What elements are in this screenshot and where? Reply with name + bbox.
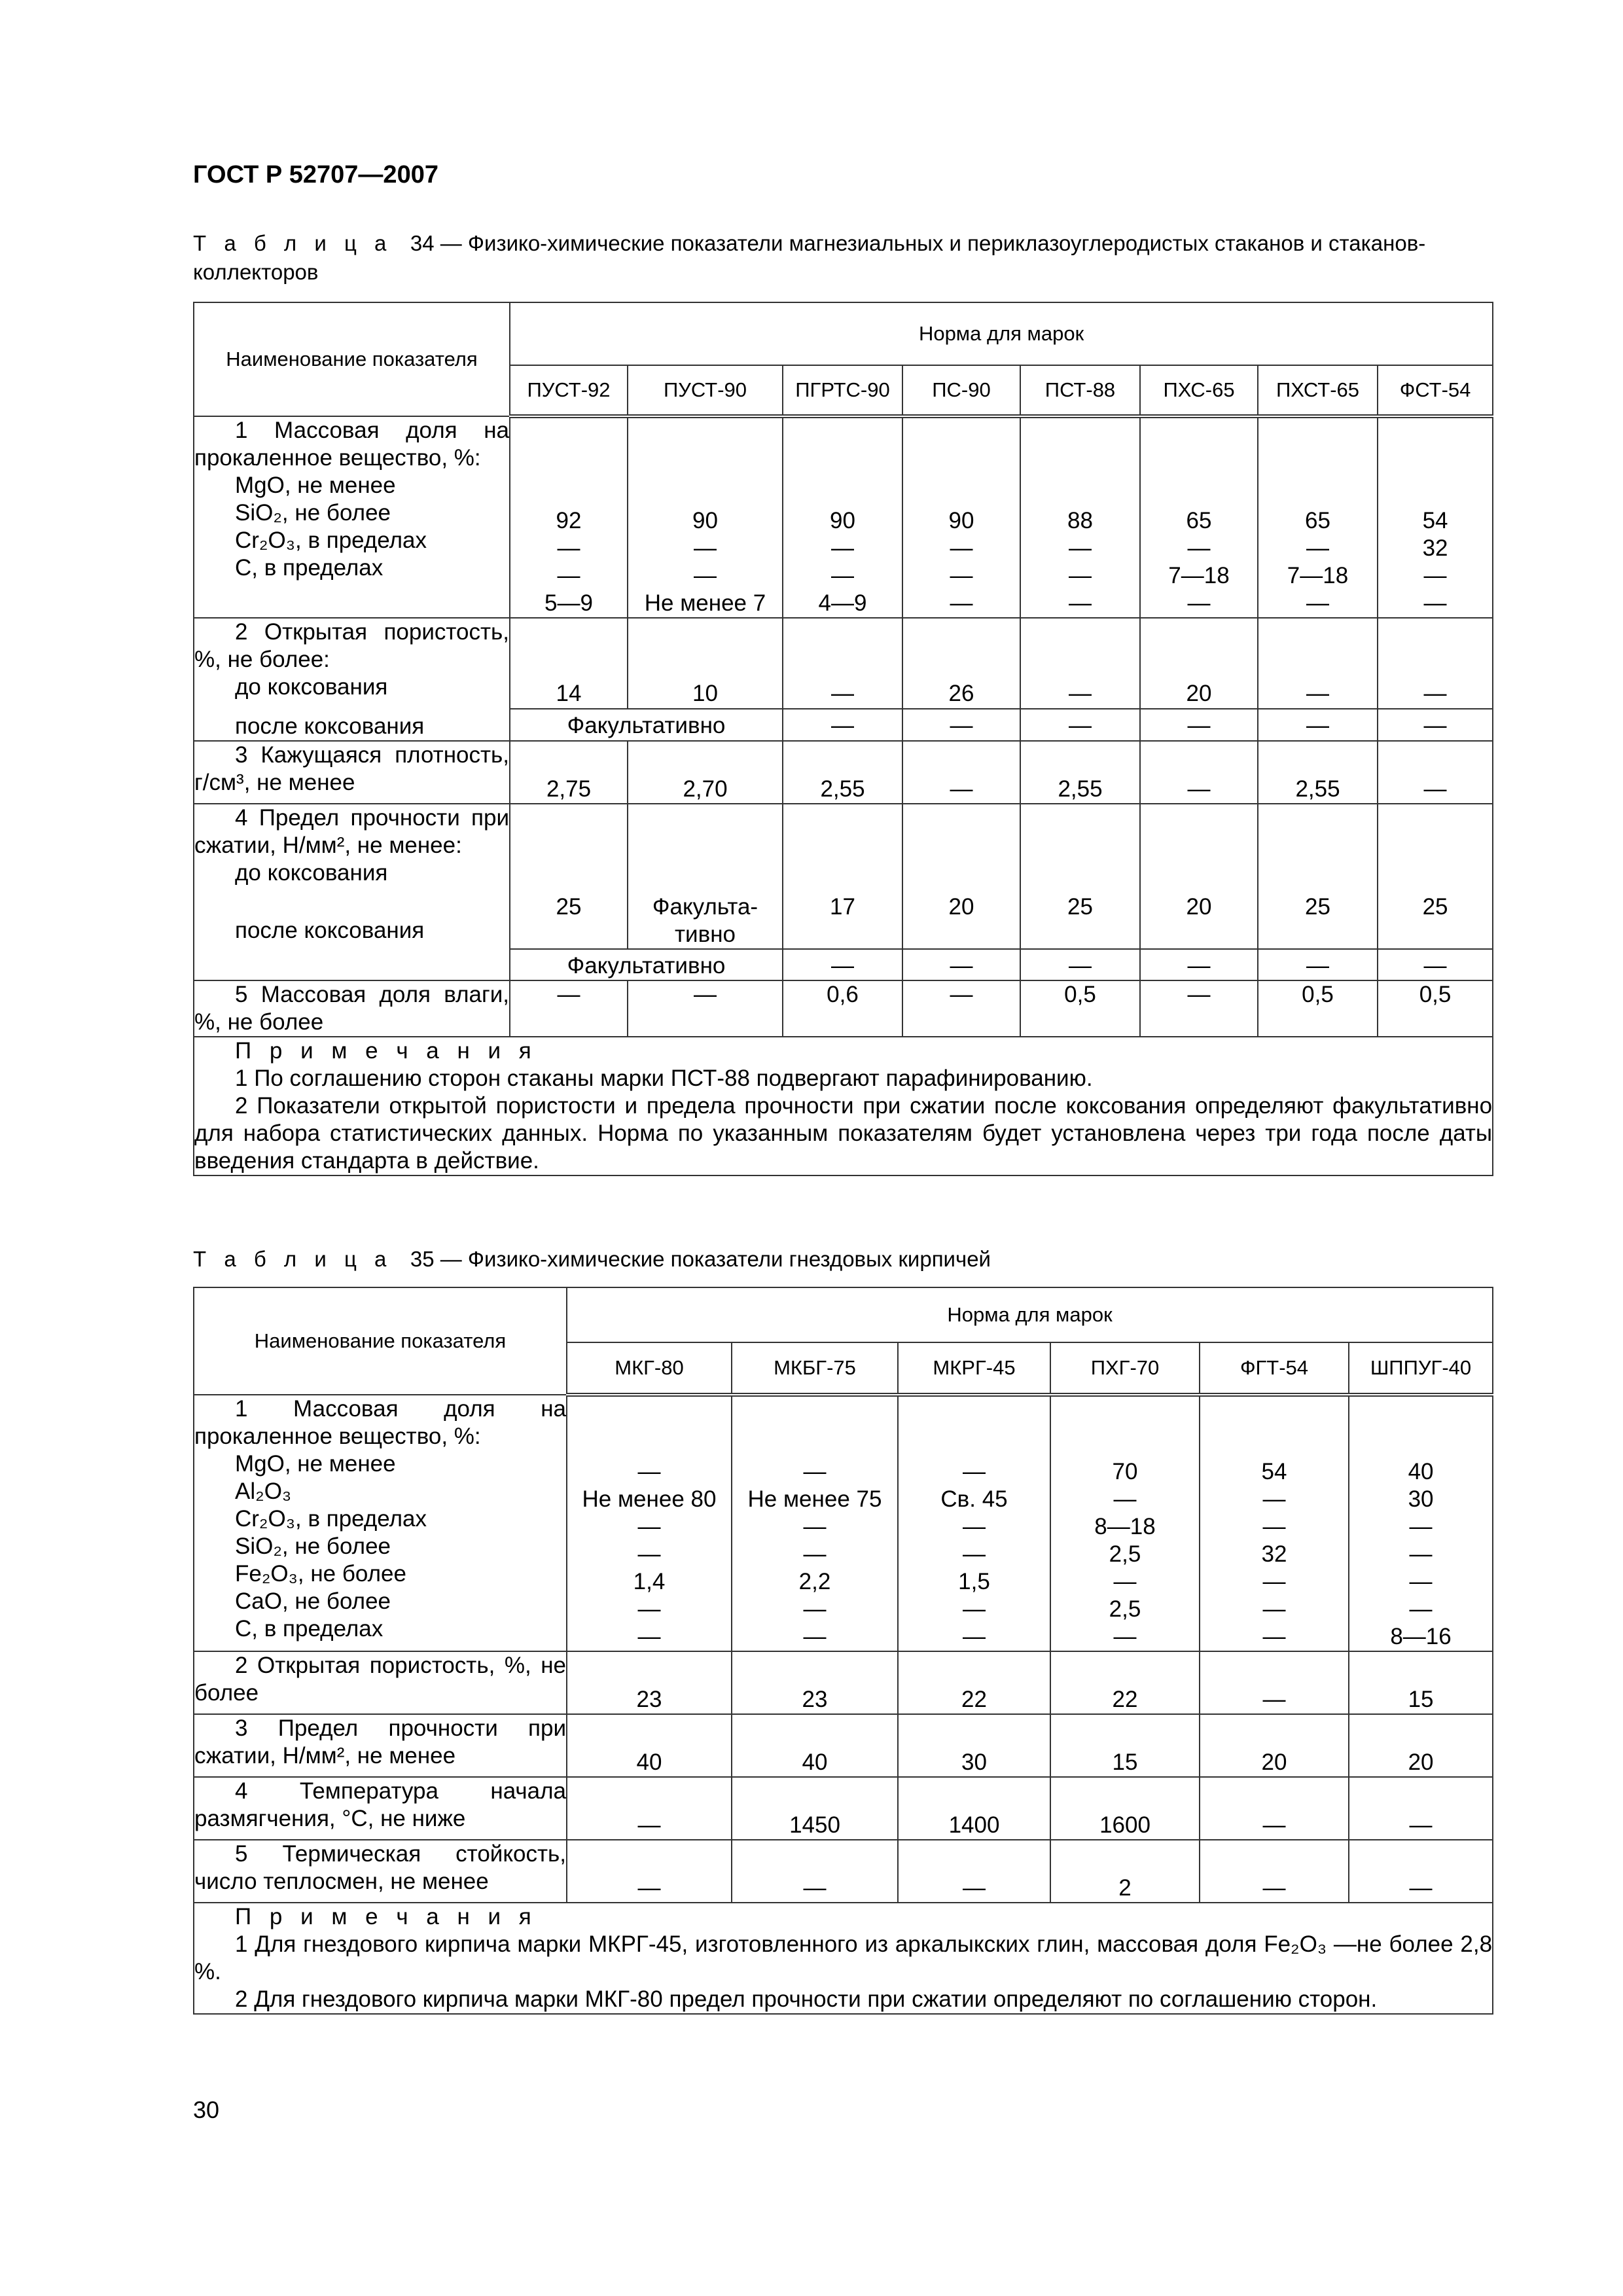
row-sublabel: до коксования — [235, 674, 388, 700]
value: — — [1069, 535, 1092, 561]
value-cell: — — [902, 741, 1020, 804]
row-title: 1 Массовая доля на прокаленное вещество, %: — [194, 1396, 566, 1449]
value: 2,2 — [798, 1569, 831, 1594]
value: 7—18 — [1168, 563, 1230, 588]
column-header-mark: ПГРТС-90 — [783, 365, 902, 416]
row-label: 4 Температура начала размягчения, °С, не ниже — [194, 1777, 567, 1840]
value: — — [1262, 1569, 1286, 1594]
value: — — [803, 1596, 827, 1622]
page-number: 30 — [193, 2096, 220, 2123]
table-35 — [193, 1287, 1493, 2015]
table-35-caption — [193, 1245, 1492, 1274]
column-header-mark: ПУСТ-90 — [628, 365, 783, 416]
value-cell — [510, 416, 628, 618]
row-title: 1 Массовая доля на прокаленное вещество, %: — [194, 418, 509, 471]
table-34-caption — [193, 229, 1492, 287]
value-cell: 25 — [1378, 804, 1493, 949]
value: 2,5 — [1109, 1541, 1141, 1567]
value: — — [963, 1514, 986, 1539]
value: 1,4 — [633, 1569, 666, 1594]
value-cell: — — [902, 949, 1020, 980]
value-cell: — — [1258, 709, 1378, 741]
value: — — [637, 1514, 661, 1539]
value-cell — [732, 1395, 898, 1651]
column-header-norm: Норма для марок — [567, 1287, 1493, 1342]
column-header-name: Наименование показателя — [194, 302, 510, 416]
value: — — [637, 1596, 661, 1622]
row-label — [194, 1395, 567, 1651]
column-header-mark: МКБГ-75 — [732, 1342, 898, 1395]
value-cell: 0,5 — [1020, 980, 1140, 1037]
value-cell — [1050, 1395, 1200, 1651]
table-row — [194, 1777, 1493, 1840]
row-sublabel: SiO₂, не более — [235, 1534, 391, 1559]
value: 90 — [948, 508, 974, 533]
value-cell: — — [1200, 1840, 1349, 1903]
value: — — [1409, 1541, 1433, 1567]
row-sublabel: SiO₂, не более — [235, 500, 391, 526]
value-cell: 20 — [1140, 618, 1258, 709]
value: — — [1423, 563, 1447, 588]
value-cell: — — [1378, 618, 1493, 709]
value: — — [950, 590, 973, 616]
row-sublabel: Al₂O₃ — [235, 1479, 292, 1504]
value: — — [1262, 1624, 1286, 1649]
value-cell: 22 — [1050, 1651, 1200, 1714]
value: 30 — [1408, 1486, 1434, 1512]
column-header-mark: ПХГ-70 — [1050, 1342, 1200, 1395]
value: — — [1069, 563, 1092, 588]
value: — — [1262, 1596, 1286, 1622]
value-cell: 40 — [567, 1714, 732, 1777]
value: 90 — [830, 508, 855, 533]
value-cell: — — [732, 1840, 898, 1903]
value-cell: — — [1140, 741, 1258, 804]
table-row — [194, 980, 1493, 1037]
value-cell — [783, 416, 902, 618]
column-header-mark: МКРГ-45 — [898, 1342, 1050, 1395]
row-sublabel: Cr₂O₃, в пределах — [235, 528, 427, 553]
note-item: 2 Для гнездового кирпича марки МКГ-80 предел прочности при сжатии определяют по соглашению сторон. — [235, 1986, 1378, 2012]
row-label: 5 Массовая доля влаги, %, не более — [194, 980, 510, 1037]
value: — — [694, 563, 717, 588]
row-sublabel: Fe₂O₃, не более — [235, 1561, 406, 1587]
value-cell: — — [628, 980, 783, 1037]
value: — — [1306, 535, 1329, 561]
value-cell: — — [510, 980, 628, 1037]
value-cell: — — [1378, 949, 1493, 980]
table-notes-row — [194, 1037, 1493, 1175]
row-sublabel: C, в пределах — [235, 1616, 383, 1641]
row-label: 5 Термическая стойкость, число теплосмен, не менее — [194, 1840, 567, 1903]
value-cell — [1378, 416, 1493, 618]
value: 32 — [1261, 1541, 1287, 1567]
value: 88 — [1067, 508, 1093, 533]
value-cell: 0,5 — [1378, 980, 1493, 1037]
row-sublabel: Cr₂O₃, в пределах — [235, 1506, 427, 1532]
value-cell: Факультативно — [510, 709, 783, 741]
value-cell: 25 — [1258, 804, 1378, 949]
value-cell: 20 — [1140, 804, 1258, 949]
row-label: 2 Открытая пористость, %, не более — [194, 1651, 567, 1714]
value: Не менее 80 — [582, 1486, 717, 1512]
value-cell — [567, 1395, 732, 1651]
value-cell: — — [783, 709, 902, 741]
document-header: ГОСТ Р 52707—2007 — [193, 161, 438, 188]
value-cell: — — [1258, 618, 1378, 709]
value-cell: — — [1140, 980, 1258, 1037]
value-cell: 10 — [628, 618, 783, 709]
value-cell — [898, 1395, 1050, 1651]
value: — — [1409, 1569, 1433, 1594]
value-cell: — — [567, 1840, 732, 1903]
value: Св. 45 — [940, 1486, 1008, 1512]
row-sublabel: до коксования — [235, 860, 388, 886]
value-cell — [902, 416, 1020, 618]
value-cell: 40 — [732, 1714, 898, 1777]
value-cell: 17 — [783, 804, 902, 949]
table-row — [194, 416, 1493, 618]
row-label — [194, 416, 510, 618]
value-cell: — — [567, 1777, 732, 1840]
value-cell — [1140, 416, 1258, 618]
column-header-mark: ПСТ-88 — [1020, 365, 1140, 416]
value: — — [963, 1596, 986, 1622]
value: — — [557, 535, 580, 561]
value: — — [963, 1459, 986, 1484]
value: — — [1423, 590, 1447, 616]
value: 5—9 — [544, 590, 593, 616]
table-row — [194, 741, 1493, 804]
value: Не менее 75 — [747, 1486, 882, 1512]
column-header-mark: ПХСТ-65 — [1258, 365, 1378, 416]
value: — — [803, 1624, 827, 1649]
column-header-mark: ПХС-65 — [1140, 365, 1258, 416]
row-sublabel: после коксования — [235, 918, 425, 943]
value: — — [1113, 1486, 1137, 1512]
value-cell: 20 — [1349, 1714, 1493, 1777]
value: — — [1113, 1624, 1137, 1649]
value-cell: 0,5 — [1258, 980, 1378, 1037]
table-row — [194, 804, 1493, 949]
value: 32 — [1422, 535, 1448, 561]
value-cell — [1349, 1395, 1493, 1651]
value: — — [1262, 1486, 1286, 1512]
value-cell: — — [1140, 709, 1258, 741]
value-cell: 25 — [1020, 804, 1140, 949]
value-cell: 14 — [510, 618, 628, 709]
table-notes — [194, 1037, 1493, 1175]
value-cell: 22 — [898, 1651, 1050, 1714]
value-cell: — — [1020, 949, 1140, 980]
value-cell: 25 — [510, 804, 628, 949]
value-cell: — — [1378, 709, 1493, 741]
value-cell — [1200, 1395, 1349, 1651]
value-cell: — — [1140, 949, 1258, 980]
caption-prefix: Т а б л и ц а — [193, 231, 393, 255]
row-sublabel: CaO, не более — [235, 1588, 391, 1614]
value-cell: — — [1200, 1651, 1349, 1714]
value: Не менее 7 — [644, 590, 766, 616]
note-item: 1 По соглашению сторон стаканы марки ПСТ-88 подвергают парафинированию. — [235, 1066, 1093, 1091]
value: — — [1187, 590, 1211, 616]
row-title: 4 Предел прочности при сжатии, Н/мм², не менее: — [194, 805, 509, 858]
value: 8—16 — [1390, 1624, 1452, 1649]
table-notes-row — [194, 1903, 1493, 2014]
column-header-norm: Норма для марок — [510, 302, 1493, 365]
value-cell: 0,6 — [783, 980, 902, 1037]
column-header-mark: ПС-90 — [902, 365, 1020, 416]
value-cell: — — [898, 1840, 1050, 1903]
caption-text: 35 — Физико-химические показатели гнездовых кирпичей — [410, 1247, 991, 1271]
value: 4—9 — [818, 590, 867, 616]
value: 54 — [1261, 1459, 1287, 1484]
value: 54 — [1422, 508, 1448, 533]
value: 90 — [692, 508, 718, 533]
value-cell: — — [902, 980, 1020, 1037]
value: — — [1409, 1514, 1433, 1539]
value-cell: 2 — [1050, 1840, 1200, 1903]
value-cell: — — [1378, 741, 1493, 804]
value: — — [803, 1514, 827, 1539]
table-34 — [193, 302, 1493, 1176]
value-cell: 1600 — [1050, 1777, 1200, 1840]
value: — — [1113, 1569, 1137, 1594]
value: — — [803, 1459, 827, 1484]
value: — — [831, 563, 854, 588]
row-sublabel: после коксования — [235, 713, 425, 739]
value-cell: 23 — [567, 1651, 732, 1714]
table-row — [194, 1840, 1493, 1903]
value: — — [950, 535, 973, 561]
row-label: 3 Предел прочности при сжатии, Н/мм², не менее — [194, 1714, 567, 1777]
value-cell: Факульта-тивно — [628, 804, 783, 949]
value-cell: 20 — [902, 804, 1020, 949]
value: — — [803, 1541, 827, 1567]
value: 1,5 — [958, 1569, 990, 1594]
value-cell: — — [1258, 949, 1378, 980]
caption-prefix: Т а б л и ц а — [193, 1247, 393, 1271]
value-cell: 1450 — [732, 1777, 898, 1840]
value: 40 — [1408, 1459, 1434, 1484]
value-cell: 2,70 — [628, 741, 783, 804]
value-cell: 2,55 — [1258, 741, 1378, 804]
row-label: 3 Кажущаяся плотность, г/см³, не менее — [194, 741, 510, 804]
value: — — [637, 1624, 661, 1649]
caption-text: 34 — Физико-химические показатели магнезиальных и периклазоуглеродистых стаканов и стаканов-коллекторов — [193, 231, 1426, 284]
value-cell: — — [1200, 1777, 1349, 1840]
value: — — [557, 563, 580, 588]
value-cell: — — [1349, 1777, 1493, 1840]
row-label — [194, 618, 510, 741]
value: 65 — [1186, 508, 1212, 533]
value: — — [831, 535, 854, 561]
column-header-name: Наименование показателя — [194, 1287, 567, 1395]
value: 65 — [1305, 508, 1330, 533]
value: — — [1069, 590, 1092, 616]
column-header-mark: ПУСТ-92 — [510, 365, 628, 416]
value: 70 — [1112, 1459, 1138, 1484]
value-cell — [1258, 416, 1378, 618]
row-sublabel: MgO, не менее — [235, 1451, 396, 1477]
row-sublabel: MgO, не менее — [235, 473, 396, 498]
value: — — [1187, 535, 1211, 561]
value-cell: 15 — [1349, 1651, 1493, 1714]
note-item: 2 Показатели открытой пористости и предела прочности при сжатии после коксования определяют факультативно для набора статистических данных. Норма по указанным показателям будет установлена через три года после даты введения стандарта в действие. — [194, 1093, 1493, 1174]
notes-title: П р и м е ч а н и я — [235, 1904, 537, 1929]
table-row — [194, 1651, 1493, 1714]
value: — — [637, 1459, 661, 1484]
table-notes — [194, 1903, 1493, 2014]
row-title: 2 Открытая пористость, %, не более: — [194, 619, 509, 672]
value-cell: 30 — [898, 1714, 1050, 1777]
value-cell: — — [1020, 709, 1140, 741]
value: — — [1262, 1514, 1286, 1539]
value: — — [1409, 1596, 1433, 1622]
value-cell: 20 — [1200, 1714, 1349, 1777]
note-item: 1 Для гнездового кирпича марки МКРГ-45, изготовленного из аркалыкских глин, массовая доля Fe₂O₃ —не более 2,8 %. — [194, 1931, 1493, 1984]
value-cell: 2,55 — [783, 741, 902, 804]
value: 2,5 — [1109, 1596, 1141, 1622]
value: 92 — [556, 508, 582, 533]
value: — — [963, 1624, 986, 1649]
value-cell — [1020, 416, 1140, 618]
table-row — [194, 618, 1493, 709]
row-label — [194, 804, 510, 980]
value: — — [637, 1541, 661, 1567]
value: — — [1306, 590, 1329, 616]
value-cell: — — [902, 709, 1020, 741]
value-cell: — — [783, 618, 902, 709]
value: 7—18 — [1287, 563, 1349, 588]
value-cell: 2,55 — [1020, 741, 1140, 804]
value-cell: — — [1020, 618, 1140, 709]
value: — — [950, 563, 973, 588]
value-cell: 1400 — [898, 1777, 1050, 1840]
value: — — [694, 535, 717, 561]
value-cell: 23 — [732, 1651, 898, 1714]
value-cell: 2,75 — [510, 741, 628, 804]
value-cell: 26 — [902, 618, 1020, 709]
value-cell: — — [1349, 1840, 1493, 1903]
row-sublabel: C, в пределах — [235, 555, 383, 581]
column-header-mark: ФСТ-54 — [1378, 365, 1493, 416]
column-header-mark: ФГТ-54 — [1200, 1342, 1349, 1395]
column-header-mark: ШППУГ-40 — [1349, 1342, 1493, 1395]
value-cell: Факультативно — [510, 949, 783, 980]
value-cell: — — [783, 949, 902, 980]
table-row — [194, 1714, 1493, 1777]
value: — — [963, 1541, 986, 1567]
value-cell — [628, 416, 783, 618]
table-row — [194, 1395, 1493, 1651]
notes-title: П р и м е ч а н и я — [235, 1038, 537, 1064]
column-header-mark: МКГ-80 — [567, 1342, 732, 1395]
value-cell: 15 — [1050, 1714, 1200, 1777]
value: 8—18 — [1094, 1514, 1156, 1539]
